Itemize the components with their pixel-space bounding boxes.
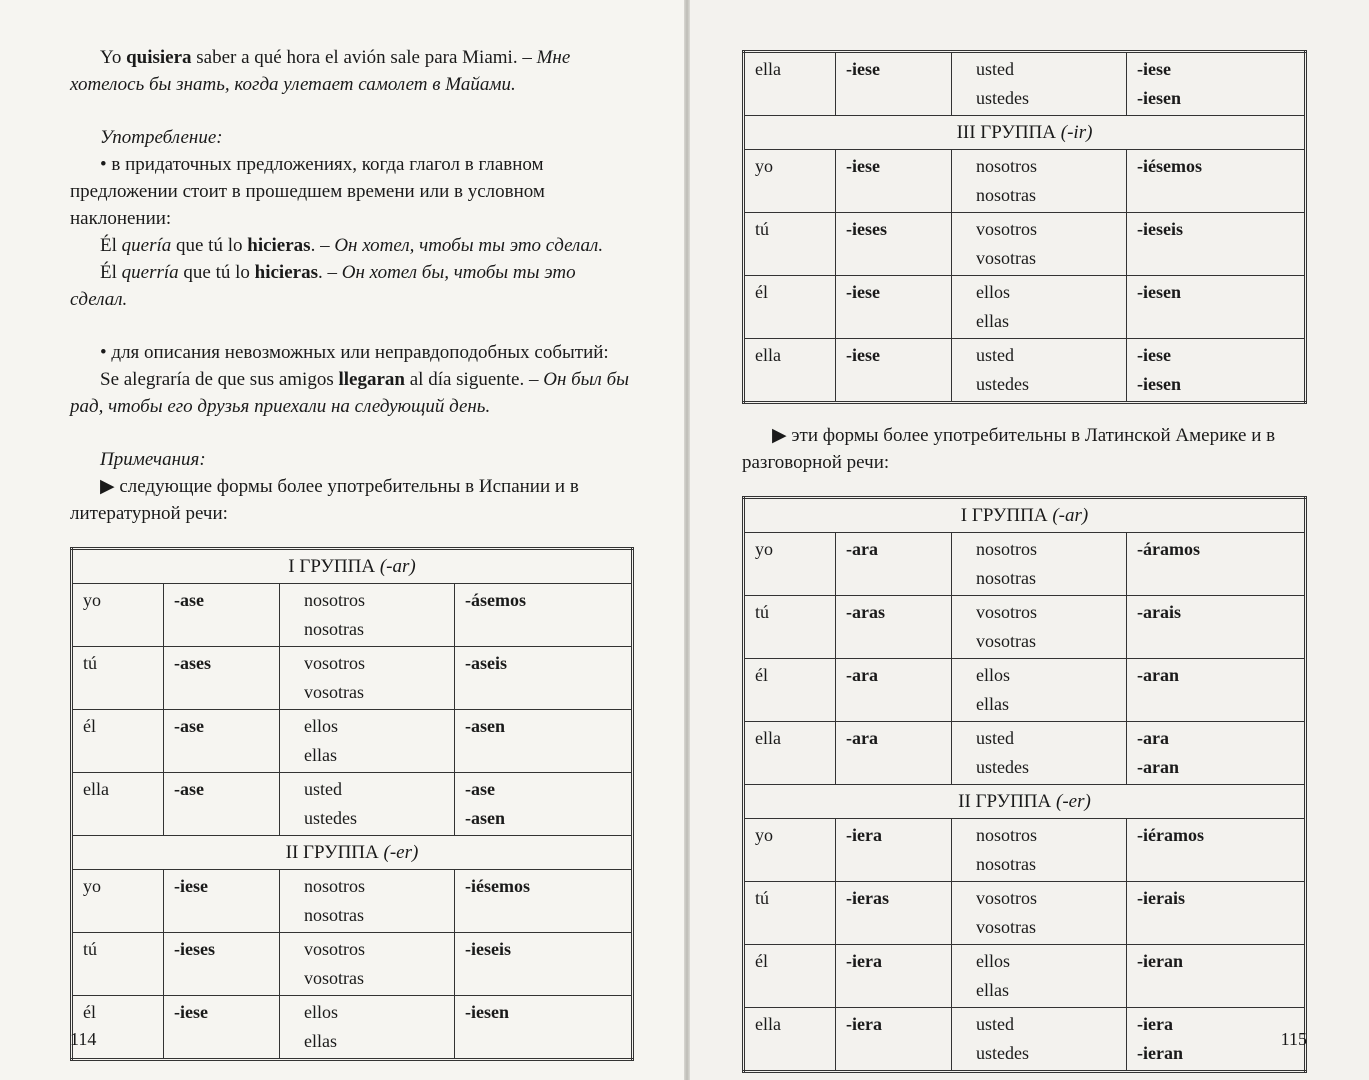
pronoun-plural: usted (976, 728, 1014, 748)
pronoun-singular: yo (72, 870, 164, 933)
ending-plural: -áramos (1137, 539, 1200, 559)
text: Él (100, 235, 122, 256)
pronoun-plural: vosotras (976, 917, 1036, 937)
group-name: I ГРУППА (960, 505, 1048, 526)
pronouns-plural (952, 819, 1127, 882)
pronoun-plural: vosotros (976, 888, 1038, 908)
pronoun-singular: él (744, 945, 836, 1008)
conjugation-table (742, 50, 1307, 404)
pronoun-singular: tú (744, 882, 836, 945)
group-suffix: (-ir) (1060, 122, 1093, 143)
ending-singular: -ara (836, 659, 952, 722)
pronoun-plural: ustedes (304, 808, 357, 828)
table-row (744, 945, 1306, 1008)
table-row (744, 339, 1306, 403)
ending-plural: -ierais (1137, 888, 1185, 908)
ending-singular: -iera (836, 819, 952, 882)
ending-plural: -iesen (465, 1002, 509, 1022)
group-suffix: (-ar) (1052, 505, 1089, 526)
ending-singular: -ieras (836, 882, 952, 945)
endings-plural (455, 773, 633, 836)
usage-bullet-2: • для описания невозможных или неправдоподобных событий: (100, 342, 609, 363)
pronoun-plural: ellos (976, 282, 1010, 302)
pronoun-plural: nosotras (976, 185, 1036, 205)
pronoun-plural: ellas (976, 311, 1009, 331)
pronoun-singular: ella (72, 773, 164, 836)
table-row (744, 596, 1306, 659)
pronoun-singular: ella (744, 722, 836, 785)
table-row (72, 996, 633, 1060)
pronoun-plural: nosotros (976, 825, 1038, 845)
notes-title: Примечания: (100, 449, 206, 470)
italic-verb: querría (121, 262, 179, 283)
endings-plural (1127, 819, 1306, 882)
pronouns-plural (952, 533, 1127, 596)
pronoun-plural: usted (976, 1014, 1014, 1034)
endings-plural (1127, 722, 1306, 785)
pronoun-plural: vosotros (976, 602, 1038, 622)
endings-plural (1127, 52, 1306, 116)
pronoun-plural: vosotras (304, 968, 364, 988)
pronoun-singular: yo (744, 150, 836, 213)
pronoun-plural: vosotros (304, 653, 366, 673)
bold-verb: quisiera (126, 47, 192, 68)
pronouns-plural (952, 722, 1127, 785)
pronoun-singular: él (72, 996, 164, 1060)
ending-singular: -ieses (836, 213, 952, 276)
text: saber a qué hora el avión sale para Miami. – (191, 47, 537, 68)
endings-plural (1127, 1008, 1306, 1072)
ending-plural: -arais (1137, 602, 1181, 622)
text: Yo (100, 47, 127, 68)
ending-plural: -iéramos (1137, 825, 1204, 845)
pronouns-plural (952, 52, 1127, 116)
endings-plural (1127, 533, 1306, 596)
ending-plural: -iesen (1137, 88, 1181, 108)
ending-plural: -iese (1137, 345, 1171, 365)
endings-plural (1127, 659, 1306, 722)
ending-singular: -iese (836, 276, 952, 339)
pronouns-plural (952, 213, 1127, 276)
ending-singular: -iese (836, 52, 952, 116)
note-2: ▶ эти формы более употребительны в Латинской Америке и в разговорной речи: (742, 425, 1276, 473)
pronoun-singular: yo (72, 584, 164, 647)
pronoun-plural: ellas (304, 745, 337, 765)
pronouns-plural (952, 150, 1127, 213)
table-row (72, 584, 633, 647)
endings-plural (455, 710, 633, 773)
pronoun-plural: nosotros (976, 539, 1038, 559)
example-2 (70, 259, 634, 313)
pronouns-plural (280, 710, 455, 773)
endings-plural (1127, 150, 1306, 213)
ending-singular: -iese (836, 339, 952, 403)
group-name: III ГРУППА (956, 122, 1057, 143)
pronoun-plural: ustedes (976, 374, 1029, 394)
text: que tú lo (171, 235, 248, 256)
pronouns-plural (280, 584, 455, 647)
ending-plural: -ásemos (465, 590, 526, 610)
group-header-row (744, 785, 1306, 819)
translation: Он хотел, чтобы ты это сделал. (334, 235, 604, 256)
table-row (72, 710, 633, 773)
group-suffix: (-er) (383, 842, 419, 863)
ending-singular: -ases (164, 647, 280, 710)
table-row (744, 533, 1306, 596)
text: que tú lo (178, 262, 255, 283)
italic-verb: quería (121, 235, 172, 256)
text: Él (100, 262, 122, 283)
endings-plural (455, 647, 633, 710)
endings-plural (1127, 945, 1306, 1008)
group-header (744, 498, 1306, 533)
group-header (72, 836, 633, 870)
endings-plural (1127, 596, 1306, 659)
ending-plural: -iera (1137, 1014, 1173, 1034)
pronoun-singular: ella (744, 1008, 836, 1072)
table-row (72, 647, 633, 710)
ending-plural: -ieseis (1137, 219, 1183, 239)
group-header (744, 116, 1306, 150)
table-row (744, 150, 1306, 213)
pronouns-plural (952, 339, 1127, 403)
group-name: II ГРУППА (285, 842, 379, 863)
pronoun-plural: nosotros (304, 876, 366, 896)
pronoun-singular: él (72, 710, 164, 773)
pronouns-plural (280, 996, 455, 1060)
ending-plural: -aseis (465, 653, 507, 673)
pronouns-plural (952, 882, 1127, 945)
page-number: 114 (70, 1029, 97, 1049)
pronoun-plural: nosotras (976, 854, 1036, 874)
pronoun-plural: usted (976, 59, 1014, 79)
table-row (744, 722, 1306, 785)
pronoun-plural: nosotras (304, 619, 364, 639)
bold-verb: hicieras (254, 262, 318, 283)
group-name: II ГРУППА (958, 791, 1052, 812)
note-1: ▶ следующие формы более употребительны в Испании и в литературной речи: (70, 476, 579, 524)
pronoun-singular: tú (744, 596, 836, 659)
pronouns-plural (952, 1008, 1127, 1072)
pronoun-singular: yo (744, 819, 836, 882)
table-row (72, 870, 633, 933)
ending-singular: -ara (836, 722, 952, 785)
group-header (72, 549, 633, 584)
pronoun-plural: ellos (304, 716, 338, 736)
ending-plural: -aran (1137, 757, 1179, 777)
pronoun-singular: él (744, 659, 836, 722)
ending-plural: -ieran (1137, 951, 1183, 971)
pronouns-plural (952, 596, 1127, 659)
endings-plural (455, 933, 633, 996)
group-header-row (744, 116, 1306, 150)
group-suffix: (-ar) (379, 556, 416, 577)
page-number: 115 (1280, 1029, 1307, 1049)
pronoun-plural: nosotras (304, 905, 364, 925)
endings-plural (455, 996, 633, 1060)
usage-title: Употребление: (100, 127, 223, 148)
table-row (744, 1008, 1306, 1072)
ending-plural: -iesen (1137, 282, 1181, 302)
table-row (744, 276, 1306, 339)
pronoun-plural: vosotros (304, 939, 366, 959)
group-name: I ГРУППА (288, 556, 376, 577)
pronoun-singular: tú (744, 213, 836, 276)
ending-singular: -ase (164, 584, 280, 647)
ending-plural: -ara (1137, 728, 1169, 748)
pronouns-plural (280, 933, 455, 996)
table-row (72, 773, 633, 836)
ending-singular: -iese (164, 870, 280, 933)
pronoun-plural: ustedes (976, 88, 1029, 108)
pronoun-plural: ellos (976, 951, 1010, 971)
pronouns-plural (952, 276, 1127, 339)
table-row (72, 933, 633, 996)
pronoun-plural: vosotras (304, 682, 364, 702)
group-suffix: (-er) (1056, 791, 1091, 812)
ending-plural: -ase (465, 779, 495, 799)
endings-plural (1127, 882, 1306, 945)
text: . – (310, 235, 335, 256)
pronouns-plural (280, 773, 455, 836)
ending-plural: -iese (1137, 59, 1171, 79)
ending-singular: -iese (164, 996, 280, 1060)
pronoun-plural: nosotros (304, 590, 366, 610)
right-page (690, 0, 1369, 1080)
group-header (744, 785, 1306, 819)
table-row (744, 213, 1306, 276)
pronoun-plural: vosotras (976, 631, 1036, 651)
conjugation-table (70, 547, 634, 1061)
endings-plural (1127, 276, 1306, 339)
pronoun-plural: ellas (976, 980, 1009, 1000)
table-row (744, 52, 1306, 116)
pronoun-singular: ella (744, 339, 836, 403)
group-header-row (72, 549, 633, 584)
pronoun-singular: tú (72, 933, 164, 996)
pronoun-plural: ustedes (976, 1043, 1029, 1063)
pronoun-plural: vosotros (976, 219, 1038, 239)
table-row (744, 882, 1306, 945)
pronoun-singular: yo (744, 533, 836, 596)
text: Se alegraría de que sus amigos (100, 369, 339, 390)
conjugation-table (742, 496, 1307, 1073)
pronoun-plural: nosotras (976, 568, 1036, 588)
translation: Он хотел бы, чтобы ты это сделал. (70, 262, 576, 310)
pronoun-singular: ella (744, 52, 836, 116)
pronouns-plural (280, 870, 455, 933)
ending-plural: -iésemos (465, 876, 530, 896)
ending-singular: -iese (836, 150, 952, 213)
pronoun-plural: ellas (976, 694, 1009, 714)
usage-bullet-1: • в придаточных предложениях, когда глагол в главном предложении стоит в прошедшем времени или в условном наклонении: (70, 154, 545, 229)
ending-plural: -ieran (1137, 1043, 1183, 1063)
group-header-row (72, 836, 633, 870)
ending-singular: -ase (164, 773, 280, 836)
table-row (744, 659, 1306, 722)
endings-plural (1127, 213, 1306, 276)
pronouns-plural (952, 659, 1127, 722)
ending-plural: -asen (465, 808, 505, 828)
ending-singular: -ase (164, 710, 280, 773)
ending-singular: -ieses (164, 933, 280, 996)
text: al día siguente. – (404, 369, 544, 390)
pronoun-plural: ellas (304, 1031, 337, 1051)
pronouns-plural (952, 945, 1127, 1008)
pronoun-singular: él (744, 276, 836, 339)
endings-plural (455, 584, 633, 647)
table-row (744, 819, 1306, 882)
example-miami (70, 44, 634, 98)
ending-singular: -iera (836, 1008, 952, 1072)
pronoun-singular: tú (72, 647, 164, 710)
pronoun-plural: ellos (976, 665, 1010, 685)
pronoun-plural: nosotros (976, 156, 1038, 176)
left-page (0, 0, 684, 1080)
example-1 (70, 232, 634, 259)
pronoun-plural: vosotras (976, 248, 1036, 268)
ending-plural: -asen (465, 716, 505, 736)
ending-singular: -ara (836, 533, 952, 596)
endings-plural (1127, 339, 1306, 403)
ending-plural: -ieseis (465, 939, 511, 959)
pronoun-plural: usted (304, 779, 342, 799)
pronouns-plural (280, 647, 455, 710)
pronoun-plural: ustedes (976, 757, 1029, 777)
example-3 (70, 366, 634, 420)
pronoun-plural: ellos (304, 1002, 338, 1022)
endings-plural (455, 870, 633, 933)
translation: Мне хотелось бы знать, когда улетает самолет в Майами. (70, 47, 571, 95)
group-header-row (744, 498, 1306, 533)
ending-singular: -iera (836, 945, 952, 1008)
ending-plural: -aran (1137, 665, 1179, 685)
ending-plural: -iesen (1137, 374, 1181, 394)
ending-singular: -aras (836, 596, 952, 659)
text: . – (317, 262, 342, 283)
bold-verb: llegaran (338, 369, 405, 390)
ending-plural: -iésemos (1137, 156, 1202, 176)
translation: Он был бы рад, чтобы его друзья приехали на следующий день. (70, 369, 630, 417)
pronoun-plural: usted (976, 345, 1014, 365)
bold-verb: hicieras (247, 235, 311, 256)
